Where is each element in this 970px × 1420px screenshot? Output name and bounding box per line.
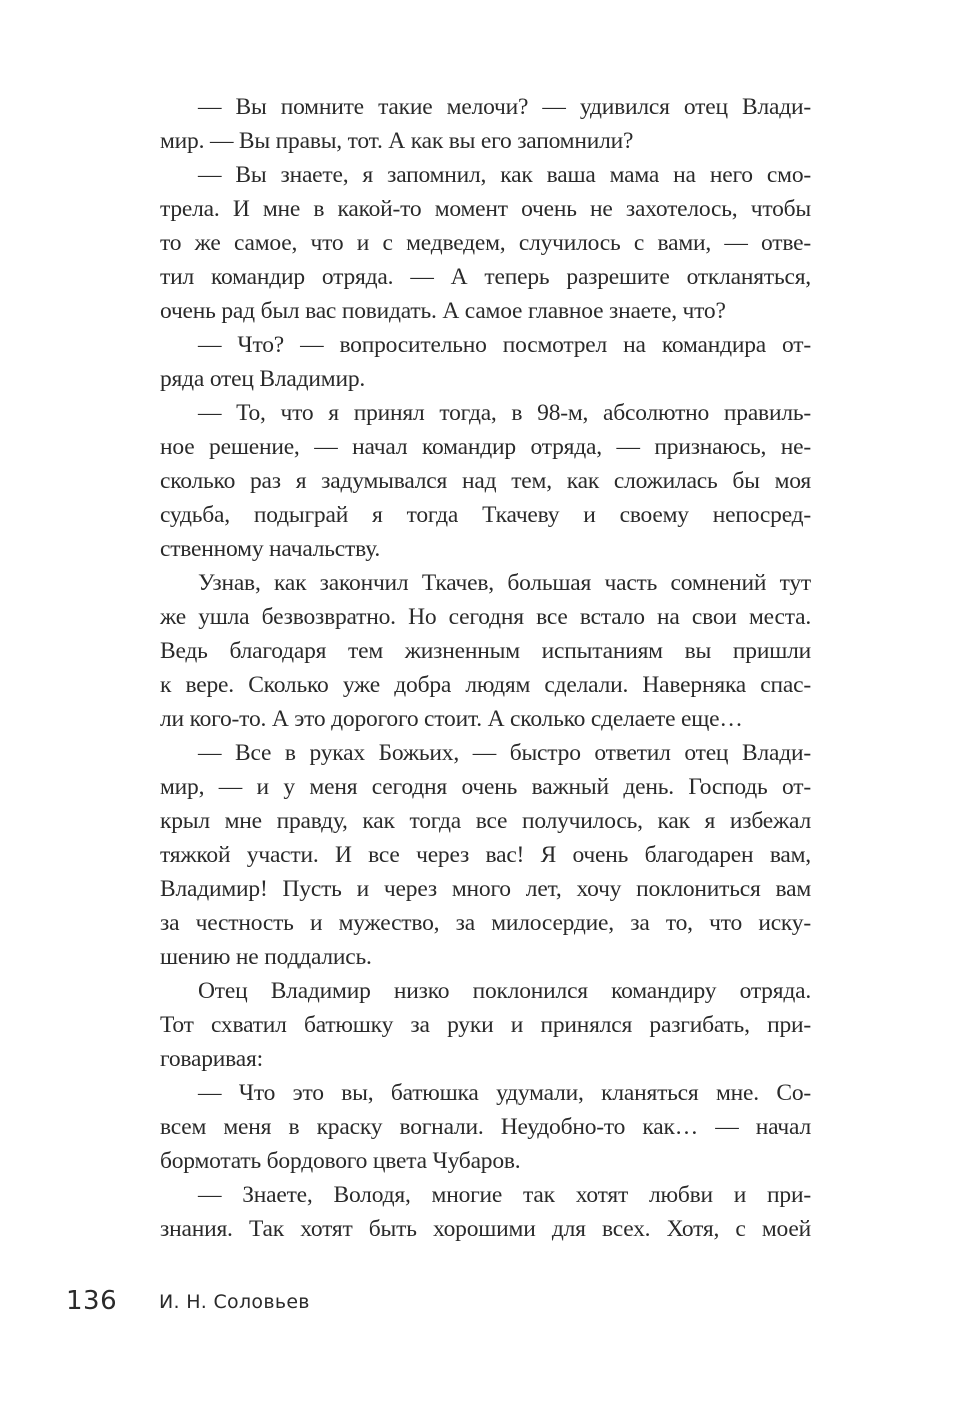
text-line: Тот схватил батюшку за руки и принялся разгибать, при- [160, 1012, 811, 1038]
text-line: бормотать бордового цвета Чубаров. [160, 1148, 521, 1174]
text-line: — Вы помните такие мелочи? — удивился отец Влади- [198, 94, 811, 120]
text-line: шению не поддались. [160, 944, 372, 970]
page-footer [0, 1283, 970, 1323]
text-line: мир, — и у меня сегодня очень важный день. Господь от- [160, 774, 811, 800]
text-line: ли кого-то. А это дорогого стоит. А сколько сделаете еще… [160, 706, 743, 732]
text-line: ряда отец Владимир. [160, 366, 366, 392]
page-number: 136 [66, 1286, 118, 1316]
text-line: тил командир отряда. — А теперь разрешите откланяться, [160, 264, 811, 290]
text-line: — Что это вы, батюшка удумали, кланяться мне. Со- [198, 1080, 811, 1106]
text-line: — Что? — вопросительно посмотрел на командира от- [198, 332, 811, 358]
text-line: крыл мне правду, как тогда все получилось, как я избежал [160, 808, 811, 834]
text-line: Владимир! Пусть и через много лет, хочу поклониться вам [160, 876, 811, 902]
text-line: — Вы знаете, я запомнил, как ваша мама на него смо- [198, 162, 811, 188]
text-line: мир. — Вы правы, тот. А как вы его запомнили? [160, 128, 634, 154]
text-line: всем меня в краску вогнали. Неудобно-то как… — начал [160, 1114, 811, 1140]
text-line: судьба, подыграй я тогда Ткачеву и своему непосред- [160, 502, 811, 528]
text-line: — То, что я принял тогда, в 98-м, абсолютно правиль- [198, 400, 811, 426]
text-line: тяжкой участи. И все через вас! Я очень благодарен вам, [160, 842, 811, 868]
running-footer-author: И. Н. Соловьев [159, 1291, 310, 1313]
text-line: Ведь благодаря тем жизненным испытаниям вы пришли [160, 638, 811, 664]
text-line: говаривая: [160, 1046, 263, 1072]
text-line: Отец Владимир низко поклонился командиру отряда. [198, 978, 811, 1004]
text-line: трела. И мне в какой-то момент очень не захотелось, чтобы [160, 196, 811, 222]
text-line: знания. Так хотят быть хорошими для всех. Хотя, с моей [160, 1216, 811, 1242]
body-text [160, 90, 811, 1246]
text-line: за честность и мужество, за милосердие, за то, что иску- [160, 910, 811, 936]
text-line: к вере. Сколько уже добра людям сделали. Наверняка спас- [160, 672, 811, 698]
text-line: Узнав, как закончил Ткачев, большая часть сомнений тут [198, 570, 811, 596]
text-line: то же самое, что и с медведем, случилось с вами, — отве- [160, 230, 811, 256]
text-line: сколько раз я задумывался над тем, как сложилась бы моя [160, 468, 811, 494]
text-line: очень рад был вас повидать. А самое главное знаете, что? [160, 298, 726, 324]
text-line: ственному начальству. [160, 536, 381, 562]
text-line: же ушла безвозвратно. Но сегодня все встало на свои места. [160, 604, 811, 630]
text-line: ное решение, — начал командир отряда, — признаюсь, не- [160, 434, 811, 460]
text-line: — Знаете, Володя, многие так хотят любви и при- [198, 1182, 811, 1208]
text-line: — Все в руках Божьих, — быстро ответил отец Влади- [198, 740, 811, 766]
